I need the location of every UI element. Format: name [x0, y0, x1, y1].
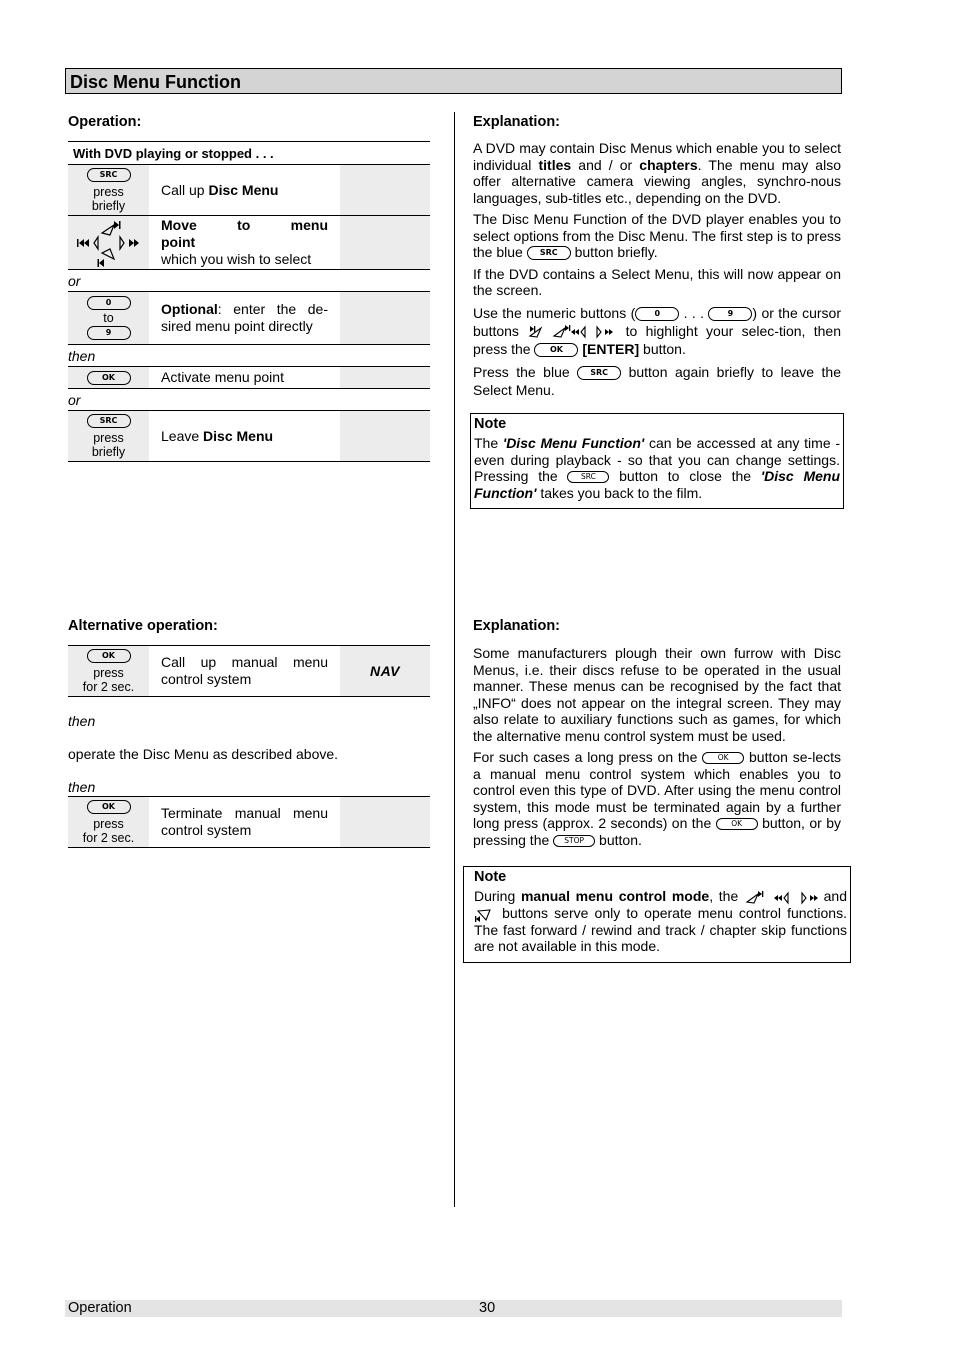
conj-then: then: [68, 348, 96, 364]
alternative-table: [68, 646, 430, 697]
table-row: [68, 292, 430, 345]
explanation-paragraph: For such cases a long press on the OK button se-lects a manual menu control system which enables you to control even this type of DVD. After using the menu control system, this mode must be terminated again by a further long press (approx. 2 seconds) on the OK button, or by pressing the STOP button.: [473, 749, 841, 848]
src-button-icon: SRC: [577, 366, 621, 380]
table-row: [68, 646, 430, 697]
table-row: [68, 367, 430, 389]
src-button-icon: SRC: [567, 471, 609, 483]
nine-button-icon: 9: [87, 326, 131, 340]
note-box: [463, 866, 851, 963]
explanation-paragraph: The Disc Menu Function of the DVD player enables you to select options from the Disc Menu. The first step is to press the blue SRC button briefly.: [473, 211, 841, 260]
table-row: [68, 797, 430, 848]
action-text: : enter the de-sired menu point directly: [161, 301, 328, 334]
explanation-heading: Explanation:: [473, 618, 561, 634]
press-label-2: for 2 sec.: [82, 830, 135, 845]
page-title: Disc Menu Function: [65, 68, 842, 94]
action-bold: Disc Menu: [208, 181, 279, 198]
conj-or: or: [68, 392, 81, 408]
alternative-heading: Alternative operation:: [68, 618, 218, 634]
alternative-text: operate the Disc Menu as described above.: [68, 746, 339, 762]
nine-button-icon: 9: [708, 307, 752, 321]
cursor-cross-icon: [74, 219, 144, 267]
operation-table: [68, 141, 430, 463]
table-header: With DVD playing or stopped . . .: [68, 142, 430, 165]
cursor-down-icon: [474, 907, 496, 922]
footer-section: Operation: [68, 1300, 132, 1316]
action-text: Terminate manual menu control system: [161, 805, 328, 838]
note-title: Note: [474, 869, 507, 885]
ok-button-icon: OK: [716, 818, 758, 830]
zero-button-icon: 0: [87, 296, 131, 310]
footer-bar: [65, 1300, 842, 1317]
action-text: Activate menu point: [161, 369, 284, 385]
press-label-2: for 2 sec.: [82, 679, 135, 694]
to-label: to: [103, 311, 114, 325]
ok-button-icon: OK: [87, 649, 131, 663]
action-text: which you wish to select: [161, 251, 312, 267]
operation-heading: Operation:: [68, 114, 142, 130]
explanation-paragraph: If the DVD contains a Select Menu, this will now appear on the screen.: [473, 265, 841, 298]
ok-button-icon: OK: [534, 343, 578, 357]
conj-then: then: [68, 713, 96, 729]
note-title: Note: [474, 416, 507, 432]
action-text: Leave: [161, 427, 204, 444]
press-label-2: briefly: [91, 198, 126, 213]
page-number: 30: [479, 1300, 496, 1316]
explanation-heading: Explanation:: [473, 114, 561, 130]
table-row: [68, 165, 430, 216]
explanation-paragraph: Use the numeric buttons ( 0 . . . 9 ) or the cursor buttons to highlight your selec-tion, then press the OK [ENTER] button.: [473, 304, 841, 357]
explanation-paragraph: Press the blue SRC button again briefly to leave the Select Menu.: [473, 363, 842, 398]
press-label-2: briefly: [91, 444, 126, 459]
action-text: Call up: [161, 181, 209, 198]
table-row: [68, 411, 430, 462]
zero-button-icon: 0: [635, 307, 679, 321]
press-label: press: [93, 816, 124, 831]
cursor-buttons-icon: [744, 890, 818, 905]
explanation-paragraph: Some manufacturers plough their own furrow with Disc Menus, i.e. their discs refuse to be operated in the usual manner. These menus can be recognised by the fact that „INFO“ does not appear on the integral screen. They may also relate to auxiliary functions such as games, for which the alternative menu control system must be used.: [473, 645, 841, 744]
nav-display-icon: NAV: [369, 663, 401, 679]
conj-then: then: [68, 779, 96, 795]
press-label: press: [93, 430, 124, 445]
explanation-paragraph: A DVD may contain Disc Menus which enable you to select individual titles and / or chapters. The menu may also offer alternative camera viewing angles, synchro-nous languages, sub-titles etc., depending on the DVD.: [473, 140, 841, 206]
src-button-icon: SRC: [87, 414, 131, 428]
src-button-icon: SRC: [87, 168, 131, 182]
note-text: The 'Disc Menu Function' can be accessed at any time - even during playback - so that you can change settings. Pressing the SRC button to close the 'Disc Menu Function' takes you back to the film.: [474, 435, 840, 501]
stop-button-icon: STOP: [553, 835, 595, 847]
conj-or: or: [68, 273, 81, 289]
action-bold: Disc Menu: [203, 427, 274, 444]
table-row: [68, 216, 430, 270]
action-text: Call up manual menu control system: [161, 654, 328, 687]
note-box: [470, 413, 844, 509]
explanation-text: [473, 140, 841, 399]
ok-button-icon: OK: [87, 371, 131, 385]
press-label: press: [93, 665, 124, 680]
column-divider: [454, 112, 455, 1207]
note-text: During manual menu control mode, the and buttons serve only to operate menu control functions. The fast forward / rewind and track / chapter skip functions are not available in this mode.: [474, 888, 847, 955]
ok-button-icon: OK: [87, 800, 131, 814]
cursor-buttons-icon: [527, 324, 617, 339]
action-bold: Optional: [161, 301, 218, 317]
press-label: press: [93, 184, 124, 199]
ok-button-icon: OK: [702, 752, 744, 764]
src-button-icon: SRC: [527, 246, 571, 260]
action-bold: Move to menu point: [161, 217, 328, 250]
alternative-table-2: [68, 797, 430, 848]
explanation-text: [473, 645, 841, 848]
